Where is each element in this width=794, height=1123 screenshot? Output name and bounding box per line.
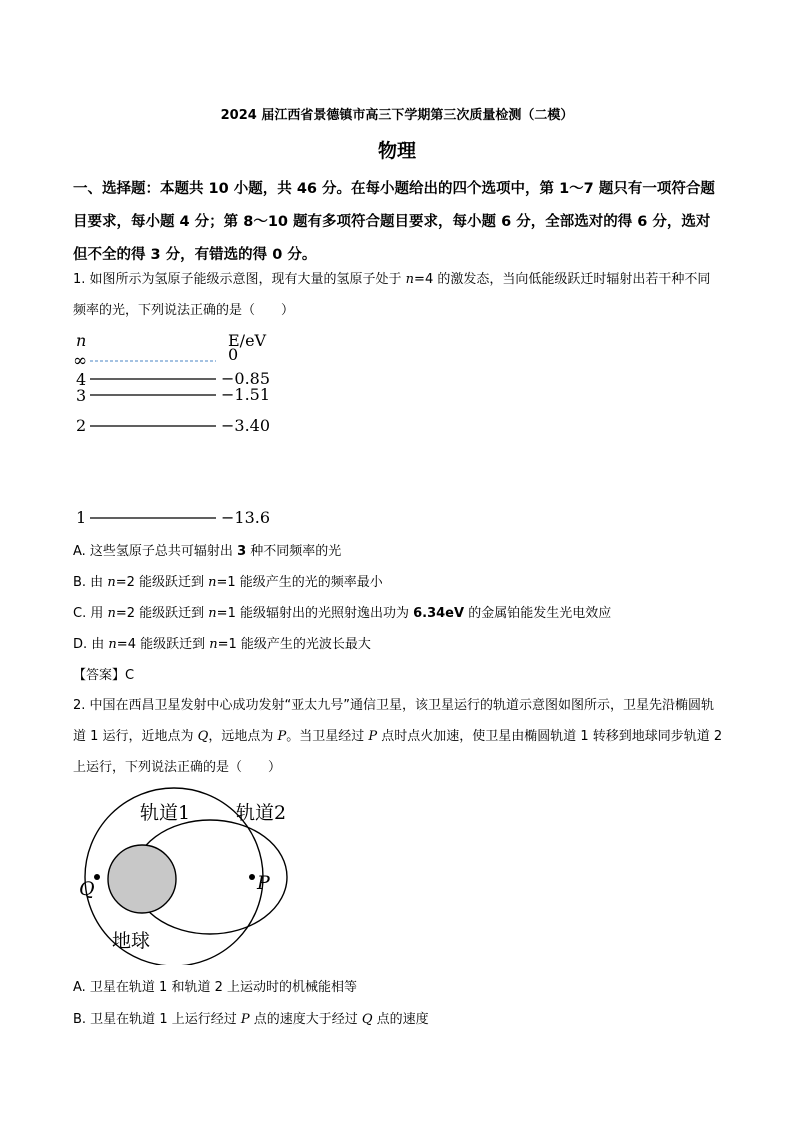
level-n-label: 1 <box>76 508 87 527</box>
level-energy-label: −1.51 <box>221 385 271 404</box>
level-n-label: 4 <box>76 370 87 389</box>
earth-circle <box>108 845 176 913</box>
level-n-label: 3 <box>76 386 87 405</box>
energy-level-3 <box>76 385 270 405</box>
subject-title: 物理 <box>377 140 416 162</box>
level-energy-label: −13.6 <box>221 508 271 527</box>
level-n-label: ∞ <box>73 351 88 371</box>
q1-answer: 【答案】C <box>73 668 135 683</box>
energy-level-diagram <box>70 330 290 530</box>
level-energy-label: 0 <box>228 345 239 364</box>
orbit-2-label: 轨道2 <box>236 802 287 824</box>
n-axis-label: n <box>76 331 87 350</box>
q2-stem: 2. 中国在西昌卫星发射中心成功发射“亚太九号”通信卫星，该卫星运行的轨道示意图如图所示，卫星先沿椭圆轨道 1 运行，近地点为 Q，远地点为 P。当卫星经过 P 点时点火加速，使卫星由椭圆轨道 1 转移到地球同步轨道 2 上运行，下列说法正确的是（ ） <box>73 698 723 775</box>
q2-option-a[interactable]: A. 卫星在轨道 1 和轨道 2 上运动时的机械能相等 <box>73 980 358 995</box>
q1-stem: 1. 如图所示为氢原子能级示意图，现有大量的氢原子处于 n=4 的激发态，当向低能级跃迁时辐射出若干种不同频率的光，下列说法正确的是（ ） <box>73 272 711 318</box>
q2-option-b[interactable]: B. 卫星在轨道 1 上运行经过 P 点的速度大于经过 Q 点的速度 <box>73 1012 429 1027</box>
q1-option-c[interactable]: C. 用 n=2 能级跃迁到 n=1 能级辐射出的光照射逸出功为 6.34eV 的金属铂能发生光电效应 <box>73 606 612 621</box>
energy-level-1 <box>76 508 270 527</box>
point-p-label: P <box>257 872 270 894</box>
e-axis-label: E/eV <box>228 331 267 350</box>
orbit-diagram <box>70 785 300 965</box>
point-p-dot <box>249 874 255 880</box>
q1-option-d[interactable]: D. 由 n=4 能级跃迁到 n=1 能级产生的光波长最大 <box>73 637 371 652</box>
level-n-label: 2 <box>76 416 87 435</box>
level-energy-label: −0.85 <box>221 369 271 388</box>
energy-level-2 <box>76 416 270 435</box>
point-q-label: Q <box>79 878 95 900</box>
section-heading: 一、选择题：本题共 10 小题，共 46 分。在每小题给出的四个选项中，第 1～7 题只有一项符合题目要求，每小题 4 分；第 8～10 题有多项符合题目要求，每小题 6 分，全部选对的得 6 分，选对但不全的得 3 分，有错选的得 0 分。 <box>73 181 715 263</box>
orbit-1-label: 轨道1 <box>140 802 191 824</box>
q1-option-a[interactable]: A. 这些氢原子总共可辐射出 3 种不同频率的光 <box>73 544 342 559</box>
energy-level-infinity <box>73 345 238 371</box>
point-q-dot <box>94 874 100 880</box>
earth-label: 地球 <box>112 930 151 952</box>
level-energy-label: −3.40 <box>221 416 271 435</box>
exam-title: 2024 届江西省景德镇市高三下学期第三次质量检测（二模） <box>220 108 574 123</box>
q1-option-b[interactable]: B. 由 n=2 能级跃迁到 n=1 能级产生的光的频率最小 <box>73 575 383 590</box>
